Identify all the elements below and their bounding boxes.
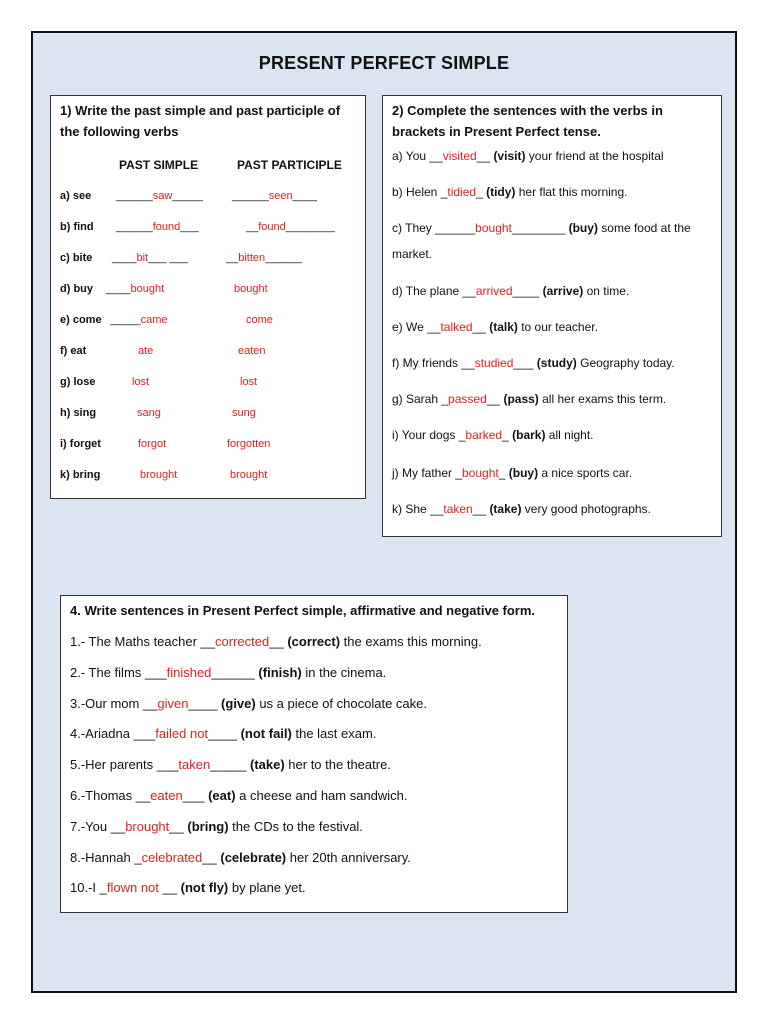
blank: ______ <box>211 664 255 680</box>
blank: _ <box>502 428 509 442</box>
verb-row <box>60 376 360 394</box>
sentence-rest: her 20th anniversary. <box>286 849 411 865</box>
answer-text: eaten <box>238 345 266 357</box>
past-participle-answer <box>238 345 266 357</box>
verb-label: c) bite <box>60 252 93 264</box>
sentence-item <box>70 696 427 712</box>
verb-row <box>60 469 360 487</box>
answer-text: failed not <box>155 726 209 742</box>
verb-in-brackets: (buy) <box>508 466 539 480</box>
past-participle-answer <box>246 221 335 233</box>
verb-row <box>60 438 360 456</box>
answer-text: visited <box>442 149 477 163</box>
answer-text: seen <box>268 190 293 202</box>
past-participle-answer <box>227 438 270 450</box>
sentence-item <box>70 880 306 896</box>
answer-text: studied <box>474 356 514 370</box>
answer-text: bought <box>130 283 165 295</box>
answer-text: talked <box>440 320 473 334</box>
answer-text: corrected <box>215 634 270 649</box>
sentence-prefix: 6.-Thomas __ <box>70 788 151 803</box>
verb-in-brackets: (buy) <box>568 221 598 235</box>
sentence-rest: all night. <box>545 428 594 442</box>
sentence-item <box>392 422 716 448</box>
sentence-prefix: 10.-I _ <box>70 880 107 896</box>
verb-in-brackets: (eat) <box>208 788 236 803</box>
sentence-item <box>392 496 716 522</box>
blank: __ <box>486 392 501 406</box>
answer-text: lost <box>132 376 150 388</box>
answer-text: bit <box>136 252 149 264</box>
blank: ____ <box>106 283 131 295</box>
past-simple-answer <box>116 190 203 202</box>
sentence-rest: the CDs to the festival. <box>228 818 363 834</box>
sentence-rest: a nice sports car. <box>538 466 633 480</box>
blank: __ <box>158 880 177 896</box>
sentence-prefix: 5.-Her parents ___ <box>70 757 179 773</box>
verb-label: d) buy <box>60 283 93 295</box>
blank: __ <box>269 634 284 649</box>
verb-label: b) find <box>60 221 94 233</box>
blank: __ <box>472 502 487 516</box>
sentence-item <box>392 179 716 205</box>
verb-in-brackets: (take) <box>250 757 285 773</box>
past-simple-answer <box>140 469 177 481</box>
verb-row <box>60 283 360 301</box>
sentence-rest: her flat this morning. <box>515 185 628 199</box>
verb-in-brackets: (talk) <box>489 320 518 334</box>
past-simple-answer <box>116 221 199 233</box>
verb-label: h) sing <box>60 407 97 419</box>
sentence-rest: some food at the market. <box>392 221 691 261</box>
blank: __ <box>472 320 486 334</box>
sentence-prefix: b) Helen _ <box>392 185 448 199</box>
sentence-prefix: 8.-Hannah _ <box>70 849 142 865</box>
sentence-prefix: 7.-You __ <box>70 818 126 834</box>
sentence-item <box>70 850 411 866</box>
blank: ______ <box>232 190 269 202</box>
blank: _ <box>476 185 483 199</box>
answer-text: finished <box>166 664 212 680</box>
sentence-item <box>70 634 482 650</box>
verb-row <box>60 190 360 208</box>
sentence-item <box>392 314 716 340</box>
verb-label: a) see <box>60 190 92 202</box>
sentence-rest: in the cinema. <box>301 664 387 680</box>
sentence-item <box>392 143 716 169</box>
answer-text: came <box>140 314 168 326</box>
sentence-rest: her to the theatre. <box>284 757 391 773</box>
verb-label: i) forget <box>60 438 101 450</box>
sentence-prefix: a) You __ <box>392 149 443 163</box>
verb-in-brackets: (celebrate) <box>220 849 287 865</box>
blank: _____ <box>172 190 203 202</box>
sentence-prefix: 3.-Our mom __ <box>70 695 158 711</box>
past-participle-answer <box>234 283 268 295</box>
answer-text: sung <box>232 407 256 419</box>
answer-text: given <box>157 695 189 711</box>
sentence-item <box>70 665 386 681</box>
verb-in-brackets: (not fail) <box>240 726 292 742</box>
sentence-prefix: e) We __ <box>392 320 441 334</box>
verb-in-brackets: (give) <box>221 695 256 711</box>
verb-row <box>60 345 360 363</box>
sentence-item <box>70 726 376 742</box>
exercise-2-box <box>382 95 722 537</box>
blank: __ <box>476 149 491 163</box>
answer-text: found <box>152 221 181 233</box>
sentence-rest: all her exams this term. <box>538 392 667 406</box>
answer-text: lost <box>240 376 258 388</box>
blank: ___ ___ <box>148 252 188 264</box>
blank: ____ <box>292 190 318 202</box>
blank: ______ <box>116 221 153 233</box>
answer-text: come <box>246 314 273 326</box>
sentence-prefix: 1.- The Maths teacher __ <box>70 634 216 649</box>
verb-in-brackets: (correct) <box>287 634 341 649</box>
verb-row <box>60 252 360 270</box>
blank: ___ <box>513 356 534 370</box>
answer-text: saw <box>152 190 173 202</box>
sentence-prefix: 2.- The films ___ <box>70 664 167 680</box>
sentence-rest: by plane yet. <box>228 880 306 896</box>
verb-in-brackets: (bring) <box>187 818 229 834</box>
sentence-prefix: 4.-Ariadna ___ <box>70 726 156 742</box>
sentence-rest: a cheese and ham sandwich. <box>235 788 408 803</box>
answer-text: arrived <box>475 284 513 298</box>
blank: _ <box>498 466 506 480</box>
blank: ______ <box>265 252 302 264</box>
past-simple-answer <box>112 252 188 264</box>
verb-in-brackets: (not fly) <box>180 880 229 896</box>
answer-text: brought <box>140 469 178 481</box>
column-header-past-participle: PAST PARTICIPLE <box>237 158 342 172</box>
sentence-item <box>392 386 716 412</box>
column-header-past-simple: PAST SIMPLE <box>119 158 199 172</box>
answer-text: tidied <box>447 185 477 199</box>
blank: __ <box>246 221 259 233</box>
sentence-rest: the exams this morning. <box>340 634 482 649</box>
answer-text: bought <box>475 221 512 235</box>
blank: ___ <box>182 788 205 803</box>
sentence-item <box>392 215 716 267</box>
blank: ________ <box>285 221 335 233</box>
sentence-rest: your friend at the hospital <box>525 149 664 163</box>
answer-text: forgot <box>138 438 167 450</box>
blank: ____ <box>188 695 218 711</box>
sentence-rest: to our teacher. <box>517 320 598 334</box>
past-participle-answer <box>232 190 317 202</box>
exercise-4-box <box>60 595 568 913</box>
answer-text: ate <box>138 345 154 357</box>
verb-in-brackets: (study) <box>536 356 577 370</box>
sentence-rest: very good photographs. <box>521 502 651 516</box>
past-simple-answer <box>106 283 164 295</box>
sentence-prefix: d) The plane __ <box>392 284 476 298</box>
past-participle-answer <box>240 376 257 388</box>
verb-label: e) come <box>60 314 102 326</box>
verb-in-brackets: (visit) <box>493 149 526 163</box>
answer-text: bitten <box>238 252 266 264</box>
answer-text: found <box>258 221 286 233</box>
verb-in-brackets: (take) <box>489 502 522 516</box>
past-simple-answer <box>138 438 166 450</box>
sentence-prefix: g) Sarah _ <box>392 392 449 406</box>
answer-text: flown not <box>106 880 159 896</box>
blank: ____ <box>512 284 540 298</box>
answer-text: brought <box>230 469 268 481</box>
sentence-rest: the last exam. <box>291 726 377 742</box>
verb-in-brackets: (finish) <box>258 664 302 680</box>
answer-text: brought <box>125 818 170 834</box>
sentence-prefix: c) They ______ <box>392 221 476 235</box>
sentence-prefix: i) Your dogs _ <box>392 428 466 442</box>
sentence-prefix: j) My father _ <box>392 466 463 480</box>
sentence-item <box>70 757 391 773</box>
answer-text: barked <box>465 428 503 442</box>
answer-text: passed <box>448 392 487 406</box>
blank: ____ <box>112 252 137 264</box>
blank: ___ <box>180 221 199 233</box>
sentence-item <box>70 819 363 835</box>
exercise-1-box <box>50 95 366 499</box>
past-simple-answer <box>110 314 168 326</box>
verb-in-brackets: (arrive) <box>542 284 584 298</box>
blank: _____ <box>210 757 247 773</box>
verb-row <box>60 221 360 239</box>
answer-text: bought <box>462 466 499 480</box>
exercise-4-instruction: 4. Write sentences in Present Perfect simple, affirmative and negative form. <box>70 603 536 618</box>
past-participle-answer <box>232 407 256 419</box>
blank: __ <box>226 252 239 264</box>
sentence-item <box>392 278 716 304</box>
verb-row <box>60 314 360 332</box>
answer-text: sang <box>137 407 161 419</box>
answer-text: forgotten <box>227 438 271 450</box>
blank: __ <box>202 849 217 865</box>
sentence-item <box>392 460 716 486</box>
blank: ____ <box>208 726 237 742</box>
verb-label: k) bring <box>60 469 101 481</box>
past-simple-answer <box>132 376 149 388</box>
past-simple-answer <box>138 345 153 357</box>
sentence-rest: us a piece of chocolate cake. <box>255 695 427 711</box>
sentence-prefix: k) She __ <box>392 502 444 516</box>
exercise-2-instruction: 2) Complete the sentences with the verbs in brackets in Present Perfect tense. <box>392 103 663 139</box>
sentence-item <box>392 350 716 376</box>
blank: __ <box>169 818 184 834</box>
blank: ______ <box>116 190 153 202</box>
sentence-prefix: f) My friends __ <box>392 356 475 370</box>
verb-row <box>60 407 360 425</box>
past-participle-answer <box>230 469 267 481</box>
blank: ________ <box>511 221 566 235</box>
page-title: PRESENT PERFECT SIMPLE <box>258 53 510 73</box>
sentence-item <box>70 788 408 804</box>
sentence-rest: on time. <box>583 284 630 298</box>
past-simple-answer <box>137 407 161 419</box>
verb-label: f) eat <box>60 345 87 357</box>
answer-text: taken <box>178 757 211 773</box>
verb-label: g) lose <box>60 376 96 388</box>
answer-text: eaten <box>150 788 183 803</box>
past-participle-answer <box>246 314 273 326</box>
verb-in-brackets: (bark) <box>512 428 546 442</box>
answer-text: celebrated <box>141 849 203 865</box>
worksheet-page <box>31 31 737 993</box>
verb-in-brackets: (pass) <box>503 392 539 406</box>
answer-text: taken <box>443 502 473 516</box>
blank: _____ <box>110 314 141 326</box>
sentence-rest: Geography today. <box>576 356 675 370</box>
answer-text: bought <box>234 283 268 295</box>
verb-in-brackets: (tidy) <box>486 185 516 199</box>
exercise-1-instruction: 1) Write the past simple and past participle of the following verbs <box>60 103 341 139</box>
past-participle-answer <box>226 252 302 264</box>
